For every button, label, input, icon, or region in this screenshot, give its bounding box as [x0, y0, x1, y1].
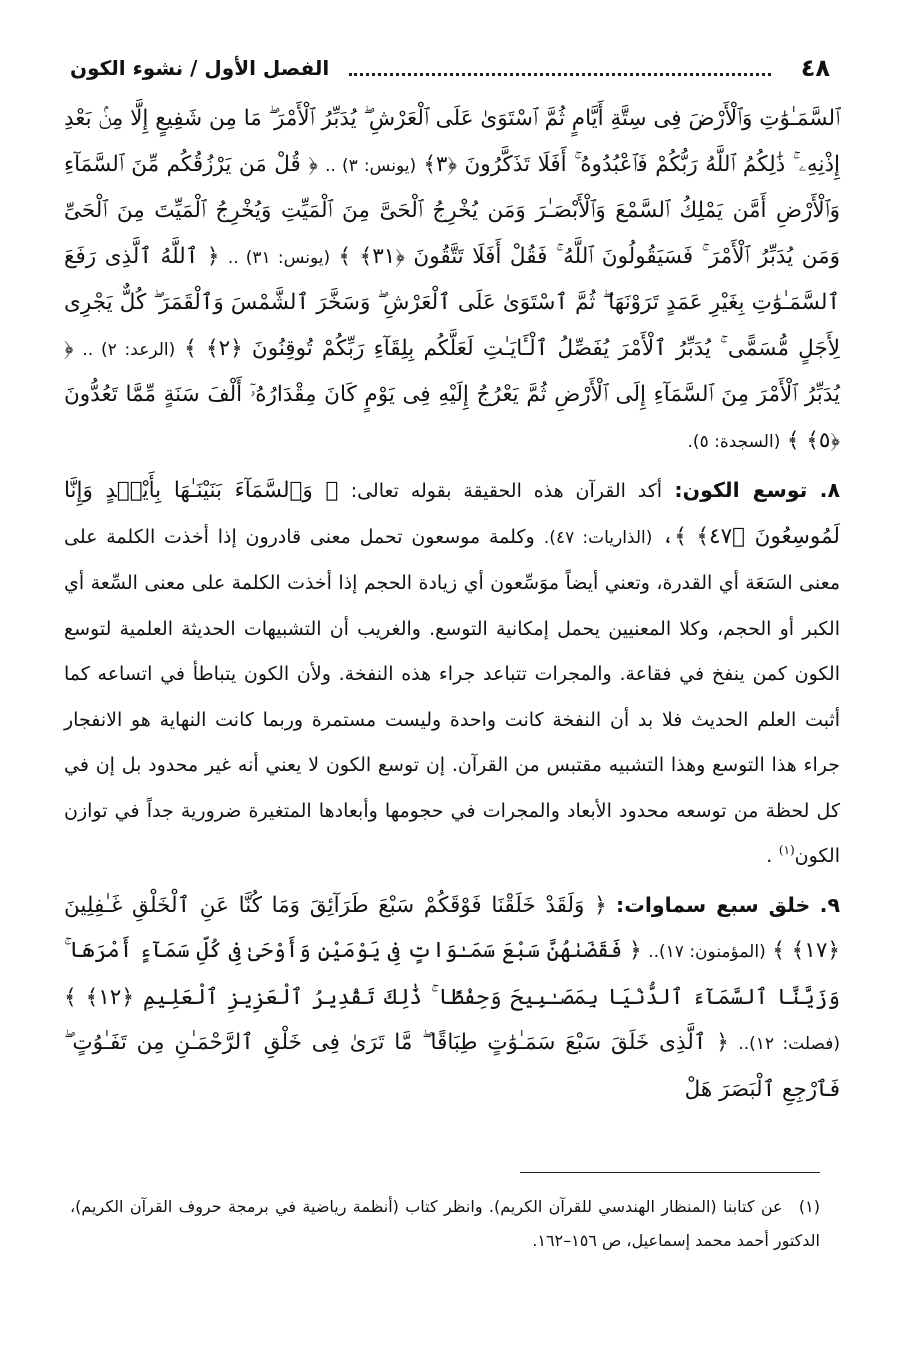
- quran-verse: ﴿ ٱلَّذِى خَلَقَ سَبْعَ سَمَـٰوَٰتٍ طِبَاقًا ۖ مَّا تَرَىٰ فِى خَلْقِ ٱلرَّحْمَـٰنِ مِن تَفَـٰوُتٍ ۖ فَٱرْجِعِ ٱلْبَصَرَ هَلْ: [64, 1030, 840, 1102]
- verse-reference: (فصلت: ١٢)..: [738, 1034, 840, 1054]
- quran-verse: ﴿ يُدَبِّرُ ٱلْأَمْرَ مِنَ ٱلسَّمَآءِ إِلَى ٱلْأَرْضِ ثُمَّ يَعْرُجُ إِلَيْهِ فِى يَوْمٍ كَانَ مِقْدَارُهُۥٓ أَلْفَ سَنَةٍ مِّمَّا تَعُدُّونَ ﴿٥﴾ ﴾: [64, 335, 840, 453]
- quran-verse: ﴿ ٱللَّهُ ٱلَّذِى رَفَعَ ٱلسَّمَـٰوَٰتِ بِغَيْرِ عَمَدٍ تَرَوْنَهَا ۖ ثُمَّ ٱسْتَوَىٰ عَلَى ٱلْعَرْشِ ۖ وَسَخَّرَ ٱلشَّمْسَ وَٱلْقَمَرَ ۖ كُلٌّ يَجْرِى لِأَجَلٍ مُّسَمًّى ۚ يُدَبِّرُ ٱلْأَمْرَ يُفَصِّلُ ٱلْـَٔايَـٰتِ لَعَلَّكُم بِلِقَآءِ رَبِّكُمْ تُوقِنُونَ ﴿٢﴾ ﴾: [64, 243, 841, 361]
- verse-reference: (يونس: ٣) ..: [325, 155, 417, 176]
- footnote-text: عن كتابنا (المنظار الهندسي للقرآن الكريم). وانظر كتاب (أنظمة رياضية في برمجة حروف القرآن الكريم)، الدكتور أحمد محمد إسماعيل، ص ١٥٦–١٦٢.: [70, 1197, 820, 1250]
- main-text: [64, 96, 840, 1112]
- verse-reference: (الذاريات: ٤٧).: [543, 527, 653, 548]
- section-heading: خلق سبع سماوات:: [616, 892, 811, 917]
- footnote-reference[interactable]: (١): [778, 843, 795, 858]
- section-number: ٨.: [819, 478, 840, 502]
- quran-verse: ﴿ وَلَقَدْ خَلَقْنَا فَوْقَكُمْ سَبْعَ طَرَآئِقَ وَمَا كُنَّا عَنِ ٱلْخَلْقِ غَـٰفِلِينَ ﴿١٧﴾ ﴾: [64, 892, 841, 963]
- sentence-end: .: [766, 845, 773, 867]
- footnote-mark: (١): [798, 1197, 820, 1216]
- verse-reference: (المؤمنون: ١٧)..: [648, 942, 766, 962]
- quran-verse: ﴿ قُلْ مَن يَرْزُقُكُم مِّنَ ٱلسَّمَآءِ وَٱلْأَرْضِ أَمَّن يَمْلِكُ ٱلسَّمْعَ وَٱلْأَبْصَـٰرَ وَمَن يُخْرِجُ ٱلْحَىَّ مِنَ ٱلْمَيِّتِ وَيُخْرِجُ ٱلْمَيِّتَ مِنَ ٱلْحَىِّ وَمَن يُدَبِّرُ ٱلْأَمْرَ ۚ فَسَيَقُولُونَ ٱللَّهُ ۚ فَقُلْ أَفَلَا تَتَّقُونَ ﴿٣١﴾ ﴾: [64, 151, 841, 269]
- verse-reference: (الرعد: ٢) ..: [82, 339, 176, 360]
- quran-verse: ﴿ وَٱلسَّمَآءَ بَنَيْنَـٰهَا بِأَيْي۟دٍ وَإِنَّا لَمُوسِعُونَ ﴿٤٧﴾ ﴾،: [64, 478, 840, 549]
- verse-reference: (يونس: ٣١) ..: [227, 247, 331, 268]
- opening-paragraph: [64, 96, 840, 464]
- page-number: ٤٨: [800, 54, 830, 82]
- section-heading: توسع الكون:: [674, 478, 808, 502]
- running-head: [70, 50, 830, 86]
- quran-verse: ﴿ فَقَضَىٰهُنَّ سَبْعَ سَمَـٰوَاتٍ فِى يَوْمَيْنِ وَأَوْحَىٰ فِى كُلِّ سَمَآءٍ أَمْرَهَا ۚ وَزَيَّنَّا ٱلسَّمَآءَ ٱلدُّنْيَا بِمَصَـٰبِيحَ وَحِفْظًا ۚ ذَٰلِكَ تَقْدِيرُ ٱلْعَزِيزِ ٱلْعَلِيمِ ﴿١٢﴾ ﴾: [64, 938, 840, 1010]
- section-8-paragraph: [64, 468, 840, 879]
- section-intro: أكد القرآن هذه الحقيقة بقوله تعالى:: [350, 480, 663, 502]
- footnote-separator: [520, 1172, 820, 1173]
- section-body-text: وكلمة موسعون تحمل معنى قادرون إذا أخذت الكلمة على معنى السَعَة أي القدرة، وتعني أيضاً موَسِّعون أي زيادة الحجم إذا أخذت الكلمة على معنى السِّعة أي الكبر أو الحجم، وكلا المعنيين يحمل إمكانية التوسع. والغريب أن التشبيهات الحديثة العلمية لتوسع الكون كمن ينفخ في فقاعة. والمجرات تتباعد جراء هذه النفخة. ولأن الكون يتباطأ في اتساعه كما أثبت العلم الحديث فلا بد أن النفخة كانت واحدة وليست مستمرة وربما كانت النهاية هو الانفجار جراء هذا التوسع وهذا التشبيه مقتبس من القرآن. إن توسع الكون لا يعني أنه غير محدود بل إن في كل لحظة من توسعه محدود الأبعاد والمجرات في حجومها وأبعادها المتغيرة ضرورية جداً في توازن الكون: [64, 525, 840, 867]
- chapter-title: الفصل الأول / نشوء الكون: [70, 56, 330, 80]
- section-9-paragraph: [64, 883, 840, 1113]
- header-dotted-rule: [349, 73, 770, 76]
- section-number: ٩.: [819, 892, 840, 917]
- footnote: [70, 1190, 820, 1258]
- quran-verse: ٱلسَّمَـٰوَٰتِ وَٱلْأَرْضَ فِى سِتَّةِ أَيَّامٍ ثُمَّ ٱسْتَوَىٰ عَلَى ٱلْعَرْشِ ۖ يُدَبِّرُ ٱلْأَمْرَ ۖ مَا مِن شَفِيعٍ إِلَّا مِنۢ بَعْدِ إِذْنِهِۦ ۚ ذَٰلِكُمُ ٱللَّهُ رَبُّكُمْ فَٱعْبُدُوهُ ۚ أَفَلَا تَذَكَّرُونَ ﴿٣﴾: [64, 106, 840, 177]
- verse-reference: (السجدة: ٥).: [687, 431, 781, 452]
